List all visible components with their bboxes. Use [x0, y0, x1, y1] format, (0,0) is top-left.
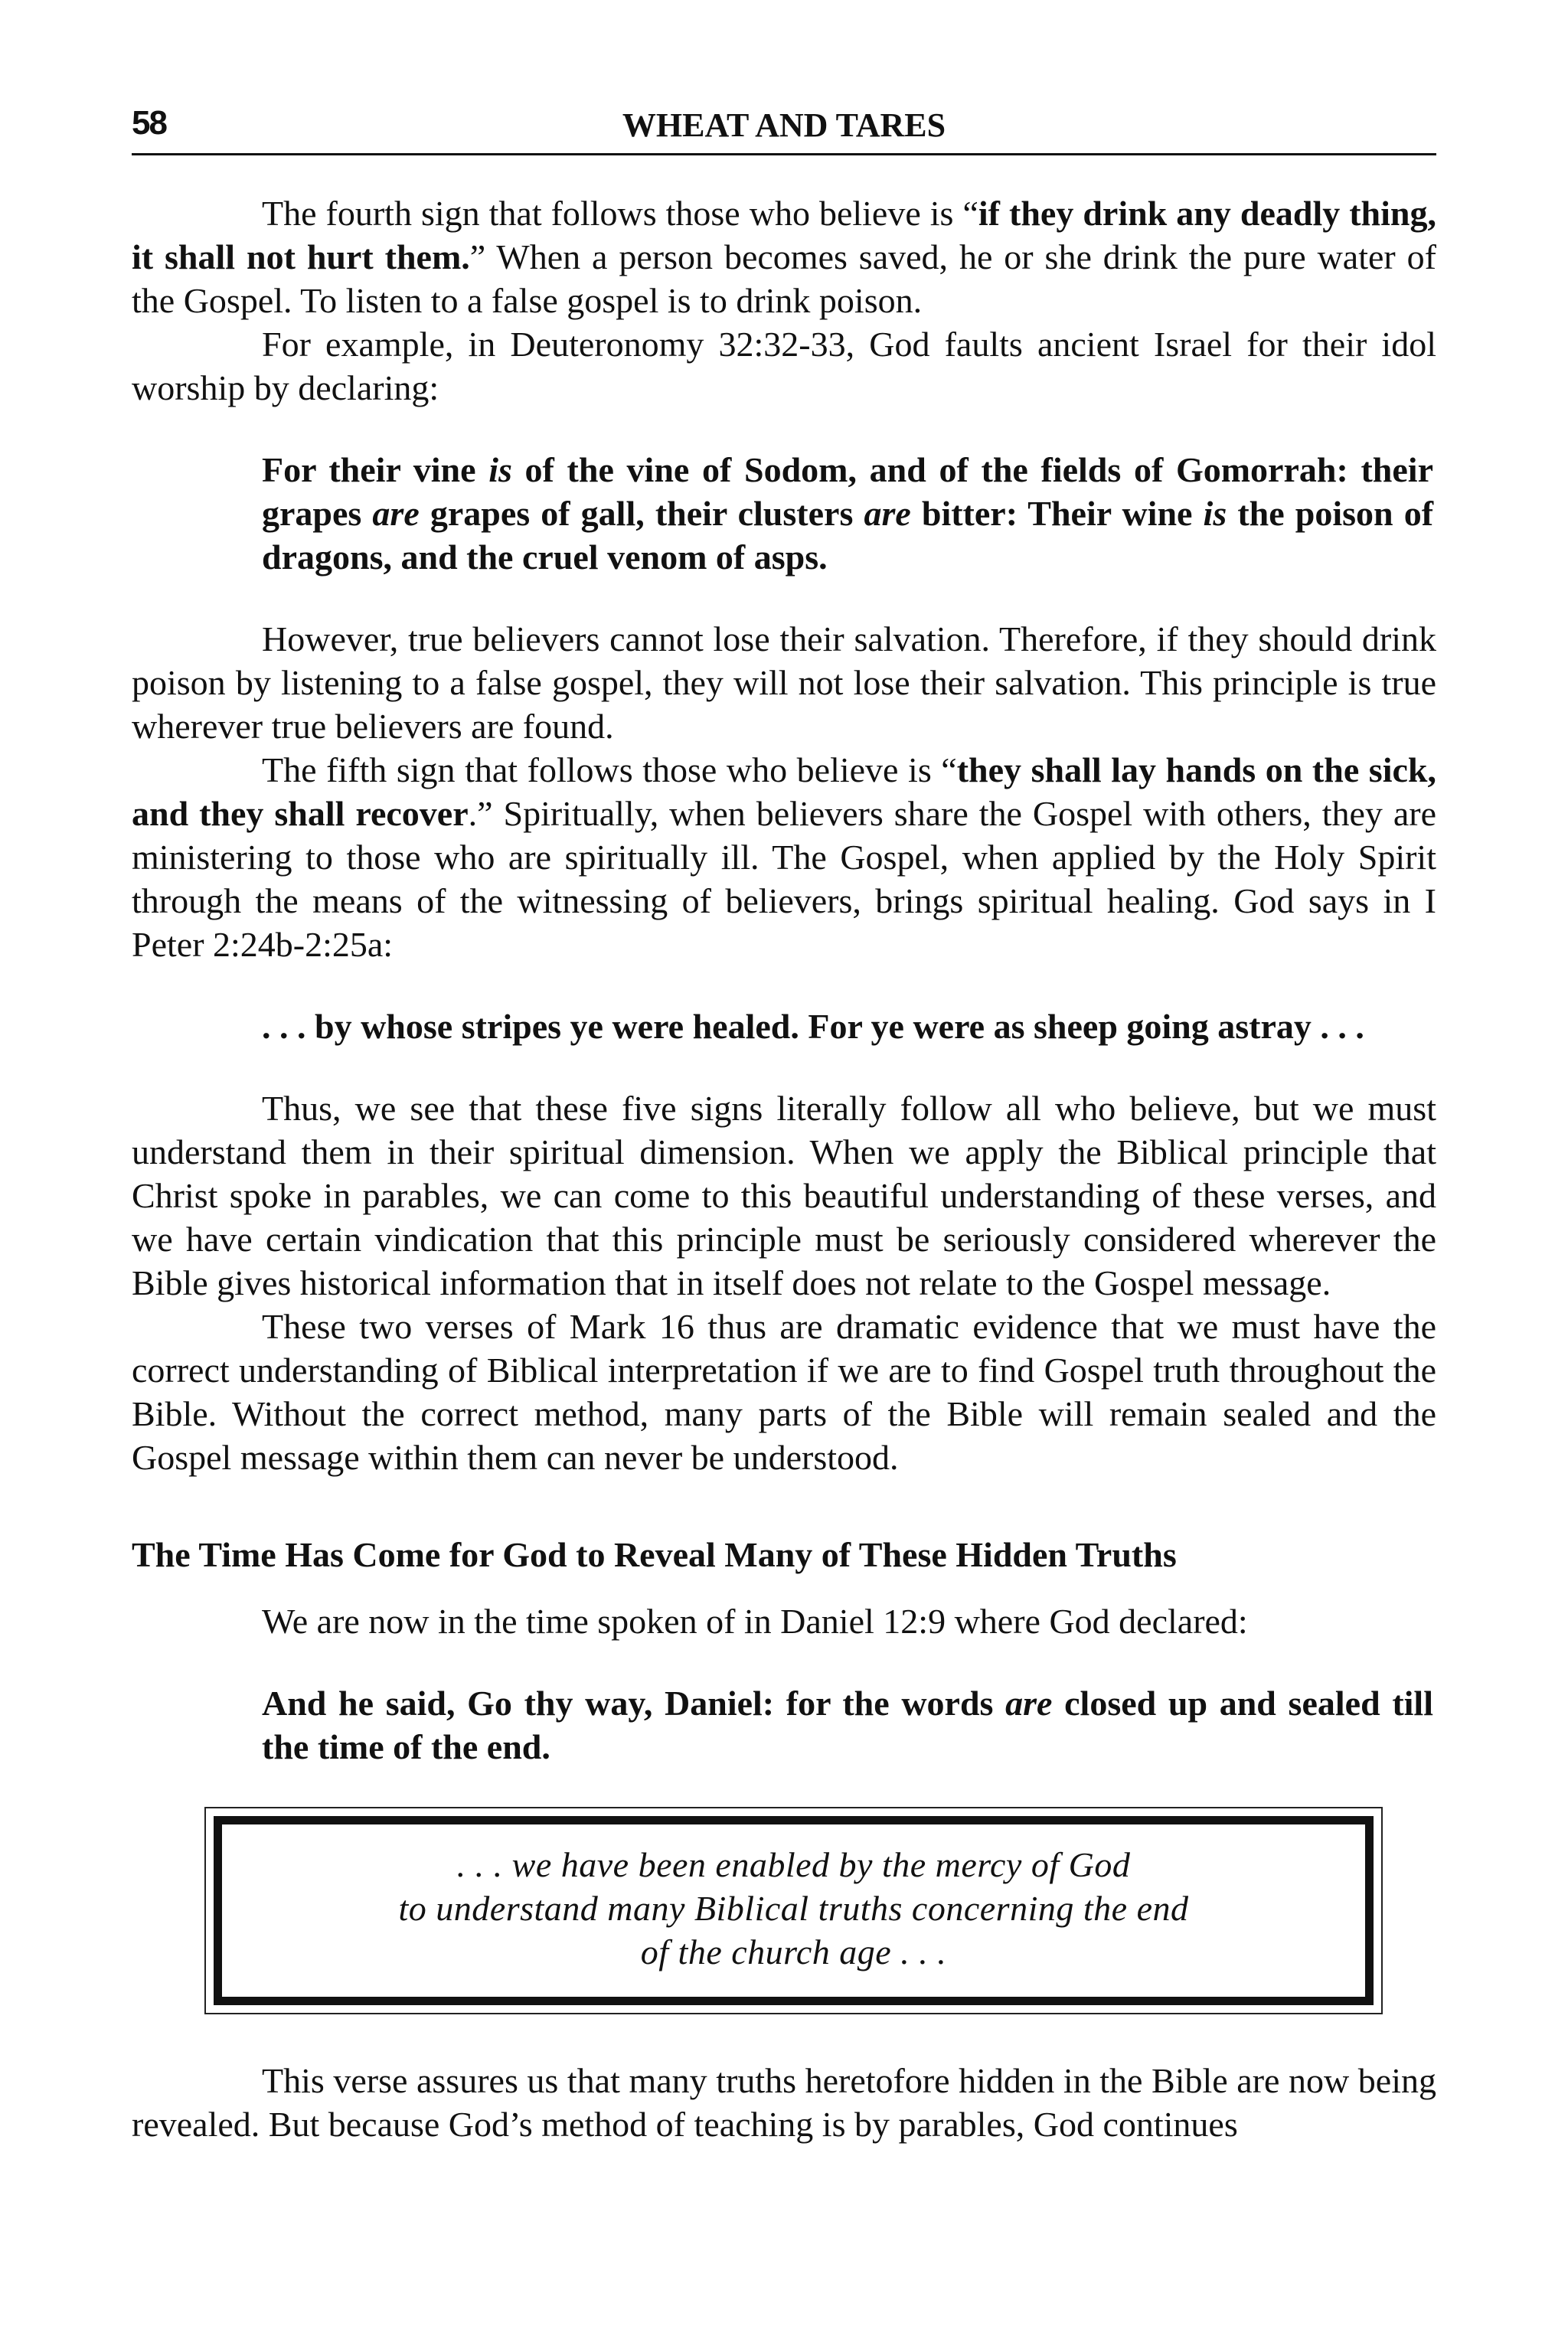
text-run: closed up and sealed till the time of the end.: [262, 1684, 1433, 1766]
paragraph: [132, 748, 1436, 966]
running-title: WHEAT AND TARES: [622, 106, 946, 144]
paragraph: Thus, we see that these five signs literally follow all who believe, but we must understand them in their spiritual dimension. When we apply the Biblical principle that Christ spoke in parables, we can come to this beautiful understanding of these verses, and we have certain vindication that this principle must be seriously considered wherever the Bible gives historical information that in itself does not relate to the Gospel message.: [132, 1089, 1436, 1302]
text-run: ” When a person becomes saved, he or she drink the pure water of the Gospel. To listen to a false gospel is to drink poison.: [132, 237, 1436, 320]
paragraph: These two verses of Mark 16 thus are dramatic evidence that we must have the correct understanding of Biblical interpretation if we are to find Gospel truth throughout the Bible. Without the correct method, many parts of the Bible will remain sealed and the Gospel message within them can never be understood.: [132, 1307, 1436, 1477]
callout-line: of the church age . . .: [640, 1932, 947, 1971]
text-run: grapes of gall, their clusters: [419, 494, 864, 533]
paragraph: We are now in the time spoken of in Daniel 12:9 where God declared:: [262, 1602, 1248, 1641]
block-quote: [262, 448, 1433, 579]
italic-word: are: [372, 494, 420, 533]
text-run: the poison of dragons, and the cruel venom of asps.: [262, 494, 1434, 577]
paragraph: This verse assures us that many truths heretofore hidden in the Bible are now being revealed. But because God’s method of teaching is by parables, God continues: [132, 2061, 1436, 2144]
callout-frame: [204, 1807, 1383, 2014]
paragraph: However, true believers cannot lose their salvation. Therefore, if they should drink poison by listening to a false gospel, they will not lose their salvation. This principle is true wherever true believers are found.: [132, 619, 1436, 746]
italic-word: is: [488, 450, 512, 489]
block-quote: [262, 1681, 1433, 1769]
page-body: [132, 191, 1436, 2146]
italic-word: are: [1005, 1684, 1053, 1723]
callout-box: [214, 1816, 1374, 2005]
paragraph: [132, 191, 1436, 322]
text-run: For their vine: [262, 450, 489, 489]
text-run: .” Spiritually, when believers share the Gospel with others, they are ministering to those who are spiritually ill. The Gospel, when applied by the Holy Spirit through the means of the witnessing of believers, brings spiritual healing. God says in I Peter 2:24b-2:25a:: [132, 794, 1436, 964]
spacer: [132, 1479, 1436, 1517]
running-header: [132, 98, 1436, 155]
italic-word: are: [864, 494, 911, 533]
callout-line: . . . we have been enabled by the mercy of God: [456, 1845, 1131, 1884]
page-number: 58: [132, 104, 166, 142]
bold-scripture: if they drink any deadly thing, it shall not hurt them.: [132, 194, 1436, 276]
section-heading: The Time Has Come for God to Reveal Many of These Hidden Truths: [132, 1535, 1177, 1574]
text-run: And he said, Go thy way, Daniel: for the words: [262, 1684, 1006, 1723]
callout-line: to understand many Biblical truths concerning the end: [398, 1889, 1189, 1928]
text-run: bitter: Their wine: [910, 494, 1204, 533]
paragraph: For example, in Deuteronomy 32:32-33, God faults ancient Israel for their idol worship by declaring:: [132, 325, 1436, 407]
text-run: The fourth sign that follows those who believe is “: [262, 194, 978, 233]
block-quote: . . . by whose stripes ye were healed. For ye were as sheep going astray . . .: [262, 1007, 1364, 1046]
text-run: of the vine of Sodom, and of the fields of Gomorrah: their grapes: [262, 450, 1433, 533]
italic-word: is: [1203, 494, 1227, 533]
bold-scripture: they shall lay hands on the sick, and they shall recover: [132, 750, 1436, 833]
text-run: The fifth sign that follows those who believe is “: [262, 750, 957, 789]
